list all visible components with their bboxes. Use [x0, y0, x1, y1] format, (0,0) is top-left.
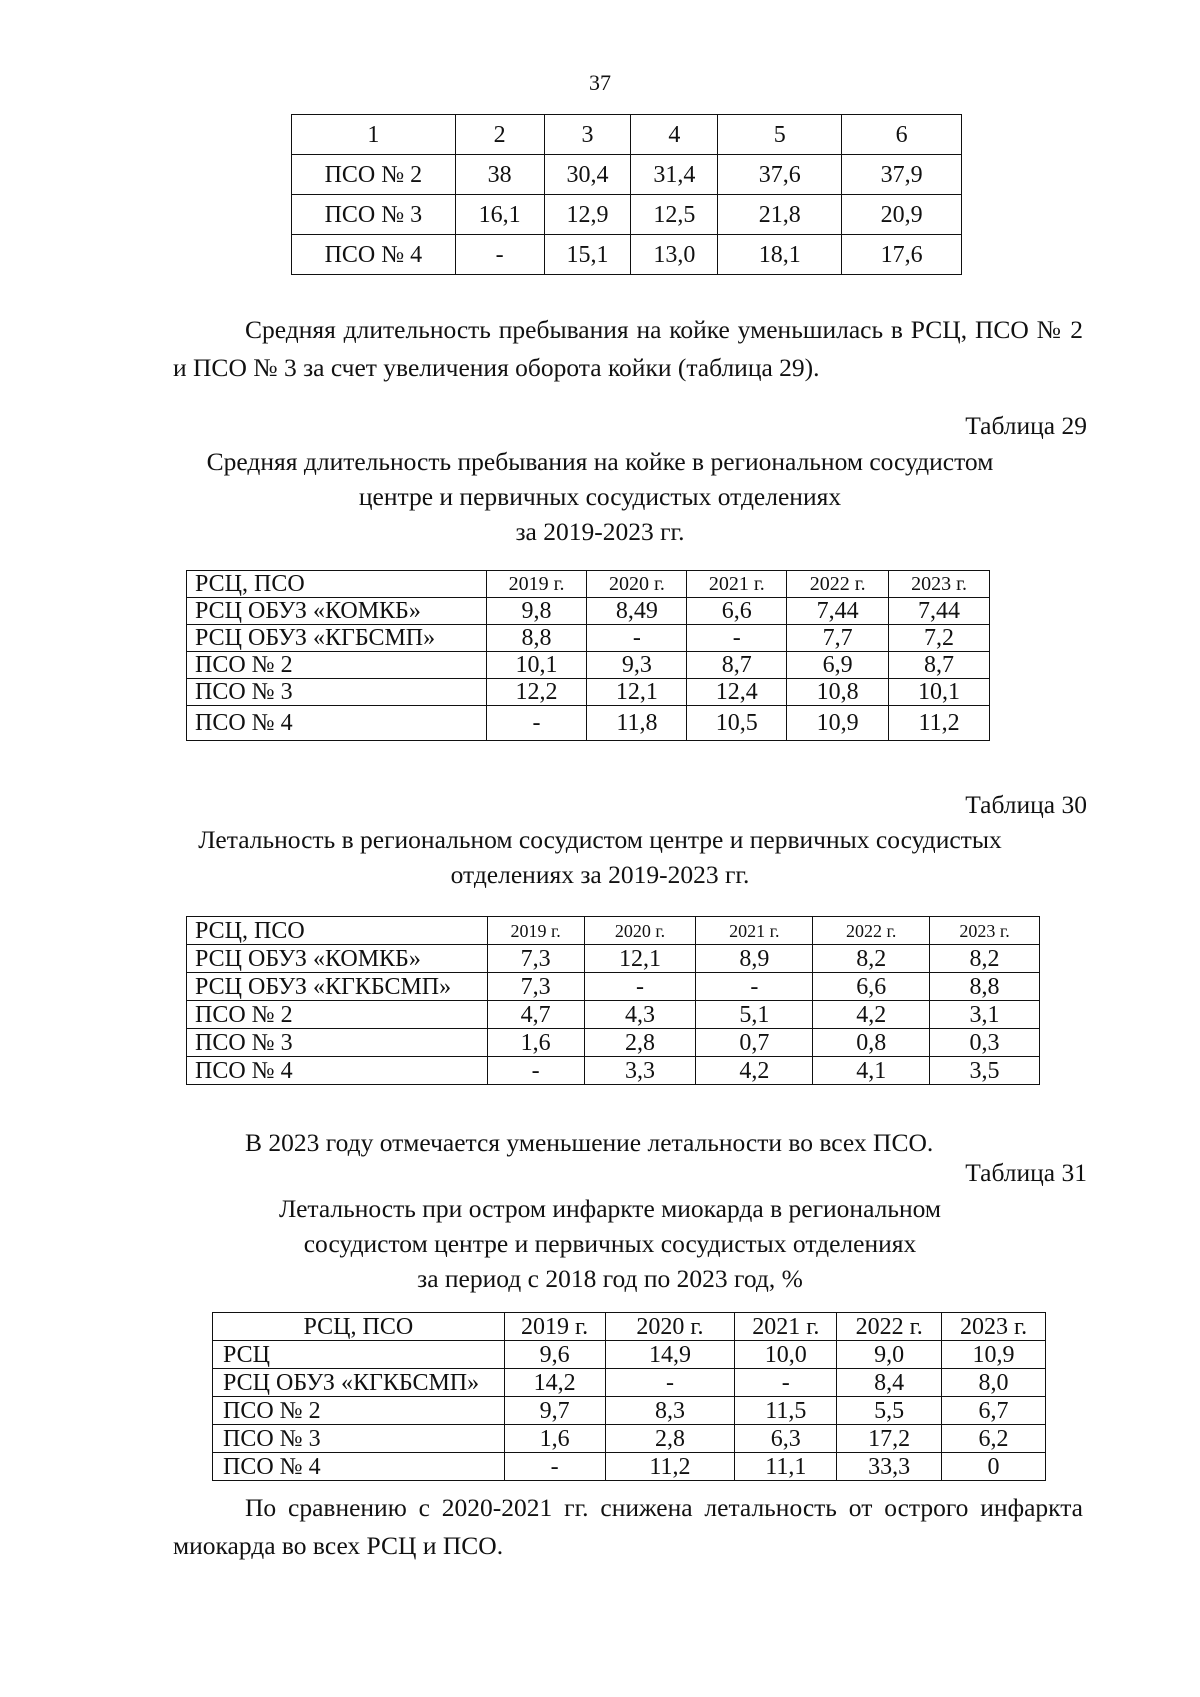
cell-value: -: [605, 1369, 735, 1397]
table-row: [292, 235, 962, 275]
cell-value: 12,1: [587, 679, 687, 706]
cell-value: 5,5: [837, 1397, 942, 1425]
table-row: [292, 155, 962, 195]
table-row: [187, 652, 990, 679]
cell-value: 7,3: [487, 945, 584, 973]
caption-line: сосудистом центре и первичных сосудистых отделениях: [303, 1229, 917, 1258]
table-row: [187, 1057, 1040, 1085]
cell-value: 2,8: [584, 1029, 696, 1057]
column-header: РСЦ, ПСО: [187, 917, 488, 945]
table-row: [187, 1001, 1040, 1029]
column-number: 1: [292, 115, 456, 155]
column-header: 2019 г.: [487, 917, 584, 945]
cell-value: 7,44: [889, 598, 990, 625]
table-row: [213, 1341, 1046, 1369]
caption-line: за период с 2018 год по 2023 год, %: [417, 1264, 803, 1293]
cell-value: 11,2: [889, 706, 990, 741]
row-name: ПСО № 2: [187, 652, 487, 679]
caption-line: Летальность в региональном сосудистом центре и первичных сосудистых: [198, 825, 1002, 854]
cell-value: 10,9: [942, 1341, 1046, 1369]
cell-value: 37,6: [718, 155, 842, 195]
caption-line: центре и первичных сосудистых отделениях: [358, 482, 842, 511]
column-header: 2021 г.: [696, 917, 813, 945]
table-row: [213, 1425, 1046, 1453]
cell-value: 12,4: [687, 679, 787, 706]
cell-value: 6,6: [813, 973, 930, 1001]
cell-value: 6,9: [787, 652, 889, 679]
cell-value: 3,5: [930, 1057, 1040, 1085]
cell-value: 11,1: [735, 1453, 837, 1481]
cell-value: 10,5: [687, 706, 787, 741]
column-header: 2022 г.: [837, 1313, 942, 1341]
cell-value: 0,7: [696, 1029, 813, 1057]
cell-value: 4,7: [487, 1001, 584, 1029]
row-name: РСЦ ОБУЗ «КОМКБ»: [187, 598, 487, 625]
cell-value: 9,7: [504, 1397, 605, 1425]
cell-value: 5,1: [696, 1001, 813, 1029]
cell-value: 6,6: [687, 598, 787, 625]
paragraph-text: По сравнению с 2020-2021 гг. снижена летальность от острого инфаркта миокарда во всех РСЦ и ПСО.: [173, 1493, 1083, 1560]
row-name: ПСО № 4: [292, 235, 456, 275]
column-header: 2023 г.: [930, 917, 1040, 945]
cell-value: -: [587, 625, 687, 652]
cell-value: -: [487, 1057, 584, 1085]
cell-value: 12,2: [486, 679, 587, 706]
cell-value: 8,9: [696, 945, 813, 973]
table-row: [292, 195, 962, 235]
row-name: ПСО № 4: [213, 1453, 505, 1481]
cell-value: 8,2: [930, 945, 1040, 973]
cell-value: -: [504, 1453, 605, 1481]
cell-value: -: [584, 973, 696, 1001]
table-row: [187, 625, 990, 652]
cell-value: 8,8: [930, 973, 1040, 1001]
body-paragraph: [173, 311, 1083, 387]
caption-line: Средняя длительность пребывания на койке в региональном сосудистом: [206, 447, 994, 476]
table-header-row: [187, 917, 1040, 945]
table-continuation: [291, 114, 962, 275]
row-name: РСЦ ОБУЗ «КГБСМП»: [187, 625, 487, 652]
cell-value: 16,1: [455, 195, 544, 235]
cell-value: 1,6: [504, 1425, 605, 1453]
table-header-row: [187, 571, 990, 598]
row-name: ПСО № 2: [187, 1001, 488, 1029]
cell-value: 11,2: [605, 1453, 735, 1481]
row-name: ПСО № 4: [187, 706, 487, 741]
cell-value: 9,8: [486, 598, 587, 625]
cell-value: 8,8: [486, 625, 587, 652]
cell-value: -: [486, 706, 587, 741]
cell-value: 3,1: [930, 1001, 1040, 1029]
cell-value: 10,0: [735, 1341, 837, 1369]
column-header: 2019 г.: [486, 571, 587, 598]
cell-value: 8,49: [587, 598, 687, 625]
cell-value: -: [696, 973, 813, 1001]
caption-line: за 2019-2023 гг.: [515, 517, 685, 546]
cell-value: -: [735, 1369, 837, 1397]
column-header: 2019 г.: [504, 1313, 605, 1341]
page-number: 37: [589, 70, 611, 95]
column-header: РСЦ, ПСО: [187, 571, 487, 598]
cell-value: 38: [455, 155, 544, 195]
cell-value: 30,4: [544, 155, 631, 195]
cell-value: 10,1: [889, 679, 990, 706]
column-number: 4: [631, 115, 718, 155]
table-29: [186, 570, 990, 741]
cell-value: 21,8: [718, 195, 842, 235]
column-header: 2021 г.: [687, 571, 787, 598]
cell-value: 10,1: [486, 652, 587, 679]
table-row: [187, 706, 990, 741]
table-label: Таблица 31: [965, 1158, 1087, 1187]
body-paragraph: В 2023 году отмечается уменьшение летальности во всех ПСО.: [245, 1128, 934, 1157]
cell-value: 6,3: [735, 1425, 837, 1453]
cell-value: 8,4: [837, 1369, 942, 1397]
row-name: ПСО № 3: [213, 1425, 505, 1453]
cell-value: 8,0: [942, 1369, 1046, 1397]
row-name: ПСО № 2: [213, 1397, 505, 1425]
cell-value: 4,3: [584, 1001, 696, 1029]
cell-value: 14,9: [605, 1341, 735, 1369]
column-header: 2021 г.: [735, 1313, 837, 1341]
table-header-row: [213, 1313, 1046, 1341]
cell-value: 37,9: [842, 155, 962, 195]
cell-value: 9,3: [587, 652, 687, 679]
cell-value: 4,2: [696, 1057, 813, 1085]
cell-value: 12,9: [544, 195, 631, 235]
cell-value: 10,9: [787, 706, 889, 741]
table-caption: [150, 822, 1050, 892]
cell-value: 6,2: [942, 1425, 1046, 1453]
column-header: 2020 г.: [587, 571, 687, 598]
table-caption: [150, 444, 1050, 549]
column-number: 5: [718, 115, 842, 155]
column-header: 2020 г.: [605, 1313, 735, 1341]
row-name: РСЦ: [213, 1341, 505, 1369]
cell-value: 20,9: [842, 195, 962, 235]
row-name: ПСО № 2: [292, 155, 456, 195]
cell-value: -: [687, 625, 787, 652]
row-name: ПСО № 3: [292, 195, 456, 235]
cell-value: 6,7: [942, 1397, 1046, 1425]
cell-value: 18,1: [718, 235, 842, 275]
table-label: Таблица 30: [965, 790, 1087, 819]
table-row: [187, 679, 990, 706]
cell-value: 8,7: [889, 652, 990, 679]
table-row: [187, 598, 990, 625]
column-number: 2: [455, 115, 544, 155]
cell-value: 3,3: [584, 1057, 696, 1085]
cell-value: 14,2: [504, 1369, 605, 1397]
cell-value: 17,6: [842, 235, 962, 275]
cell-value: 11,5: [735, 1397, 837, 1425]
body-paragraph: [173, 1489, 1083, 1565]
cell-value: 12,1: [584, 945, 696, 973]
table-row: [213, 1369, 1046, 1397]
cell-value: -: [455, 235, 544, 275]
column-header: 2020 г.: [584, 917, 696, 945]
table-caption: [210, 1191, 1010, 1296]
table-row: [187, 945, 1040, 973]
cell-value: 9,0: [837, 1341, 942, 1369]
cell-value: 2,8: [605, 1425, 735, 1453]
row-name: ПСО № 3: [187, 679, 487, 706]
cell-value: 31,4: [631, 155, 718, 195]
cell-value: 8,3: [605, 1397, 735, 1425]
column-header: 2023 г.: [889, 571, 990, 598]
cell-value: 8,7: [687, 652, 787, 679]
cell-value: 11,8: [587, 706, 687, 741]
table-row: [187, 1029, 1040, 1057]
cell-value: 10,8: [787, 679, 889, 706]
cell-value: 7,2: [889, 625, 990, 652]
row-name: РСЦ ОБУЗ «КГКБСМП»: [213, 1369, 505, 1397]
caption-line: отделениях за 2019-2023 гг.: [450, 860, 750, 889]
cell-value: 13,0: [631, 235, 718, 275]
cell-value: 17,2: [837, 1425, 942, 1453]
cell-value: 33,3: [837, 1453, 942, 1481]
cell-value: 0,8: [813, 1029, 930, 1057]
cell-value: 7,44: [787, 598, 889, 625]
cell-value: 4,1: [813, 1057, 930, 1085]
cell-value: 7,3: [487, 973, 584, 1001]
table-30: [186, 916, 1040, 1085]
column-number: 6: [842, 115, 962, 155]
column-header: 2022 г.: [787, 571, 889, 598]
column-number: 3: [544, 115, 631, 155]
row-name: РСЦ ОБУЗ «КГКБСМП»: [187, 973, 488, 1001]
table-row: [213, 1453, 1046, 1481]
row-name: РСЦ ОБУЗ «КОМКБ»: [187, 945, 488, 973]
cell-value: 0,3: [930, 1029, 1040, 1057]
table-31: [212, 1312, 1046, 1481]
cell-value: 9,6: [504, 1341, 605, 1369]
cell-value: 12,5: [631, 195, 718, 235]
row-name: ПСО № 4: [187, 1057, 488, 1085]
cell-value: 0: [942, 1453, 1046, 1481]
column-header: 2022 г.: [813, 917, 930, 945]
cell-value: 7,7: [787, 625, 889, 652]
paragraph-text: Средняя длительность пребывания на койке уменьшилась в РСЦ, ПСО № 2 и ПСО № 3 за счет увеличения оборота койки (таблица 29).: [173, 315, 1083, 382]
table-row: [213, 1397, 1046, 1425]
cell-value: 4,2: [813, 1001, 930, 1029]
row-name: ПСО № 3: [187, 1029, 488, 1057]
column-header: РСЦ, ПСО: [213, 1313, 505, 1341]
cell-value: 8,2: [813, 945, 930, 973]
column-header: 2023 г.: [942, 1313, 1046, 1341]
table-header-row: [292, 115, 962, 155]
caption-line: Летальность при остром инфаркте миокарда в региональном: [278, 1194, 942, 1223]
cell-value: 1,6: [487, 1029, 584, 1057]
table-label: Таблица 29: [965, 411, 1087, 440]
cell-value: 15,1: [544, 235, 631, 275]
table-row: [187, 973, 1040, 1001]
